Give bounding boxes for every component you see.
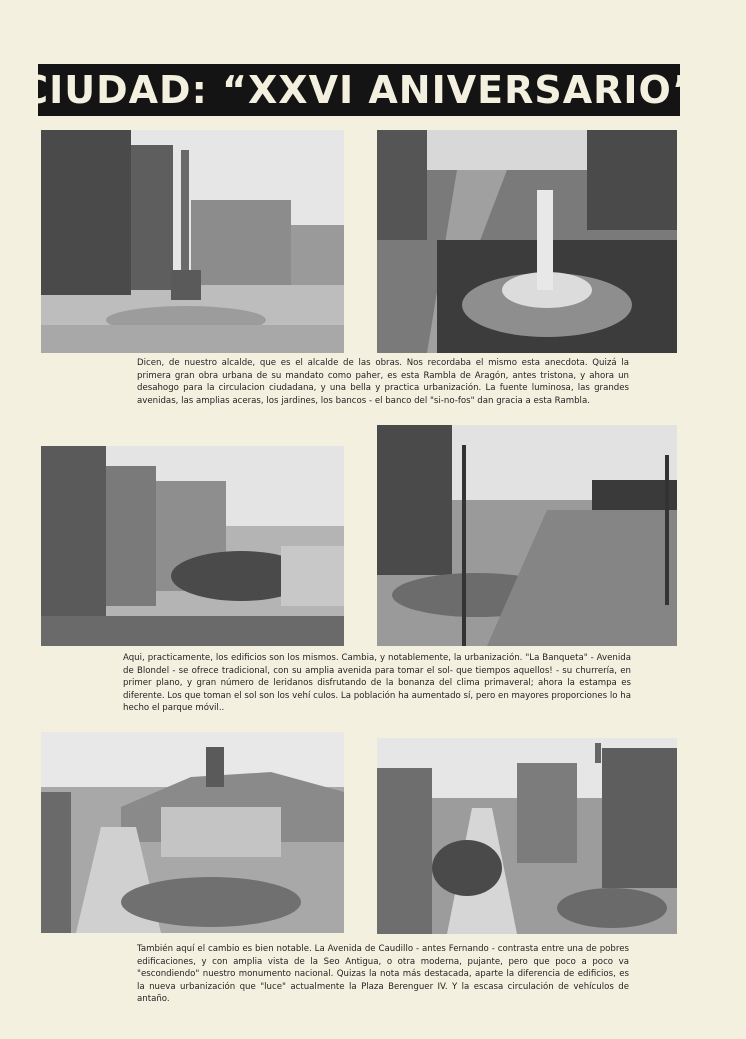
caption-rambla: Dicen, de nuestro alcalde, que es el alcalde de las obras. Nos recordaba el mismo esta anecdota. Quizá la primera gran obra urbana de su mandato como paher, es esta Rambla de Aragón, antes tristona, y ahora un desahogo para la circulacion ciudadana, y una bella y practica urbanización. La fuente luminosa, las grandes avenidas, las amplias aceras, los jardines, los bancos - el banco del "si-no-fos" dan gracia a esta Rambla. [137,358,629,406]
caption-caudillo: También aquí el cambio es bien notable. La Avenida de Caudillo - antes Fernando - contrasta entre una de pobres edificaciones, y con amplia vista de la Seo Antigua, o otra moderna, pujante, pero que poco a poco va "escondiendo" nuestro monumento nacional. Quizas la nota más destacada, aparte la diferencia de edificios, es la nueva urbanización que "luce" actualmente la Plaza Berenguer IV. Y la escasa circulación de vehículos de antaño. [137,944,629,1005]
photo-new-rambla-fountain [377,130,677,353]
photo-new-avenida-blondel [377,425,677,646]
caption-banqueta: Aqui, practicamente, los edificios son los mismos. Cambia, y notablemente, la urbanización. "La Banqueta" - Avenida de Blondel - se ofrece tradicional, con su amplia avenida para tomar el sol- que tiempos aquellos! - su churrería, en primer plano, y gran número de leridanos disfrutando de la bonanza del clima primaveral; ahora la estampa es diferente. Los que toman el sol son los vehí culos. La población ha aumentado sí, pero en mayores proporciones lo ha hecho el parque móvil.. [123,653,631,714]
photo-old-banqueta [41,446,344,646]
photo-new-plaza-berenguer [377,738,677,934]
page-title-text: CIUDAD: “XXVI ANIVERSARIO” [20,68,698,112]
page-title [20,64,698,116]
photo-old-rambla-monument [41,130,344,353]
photo-old-avenida-caudillo [41,732,344,933]
